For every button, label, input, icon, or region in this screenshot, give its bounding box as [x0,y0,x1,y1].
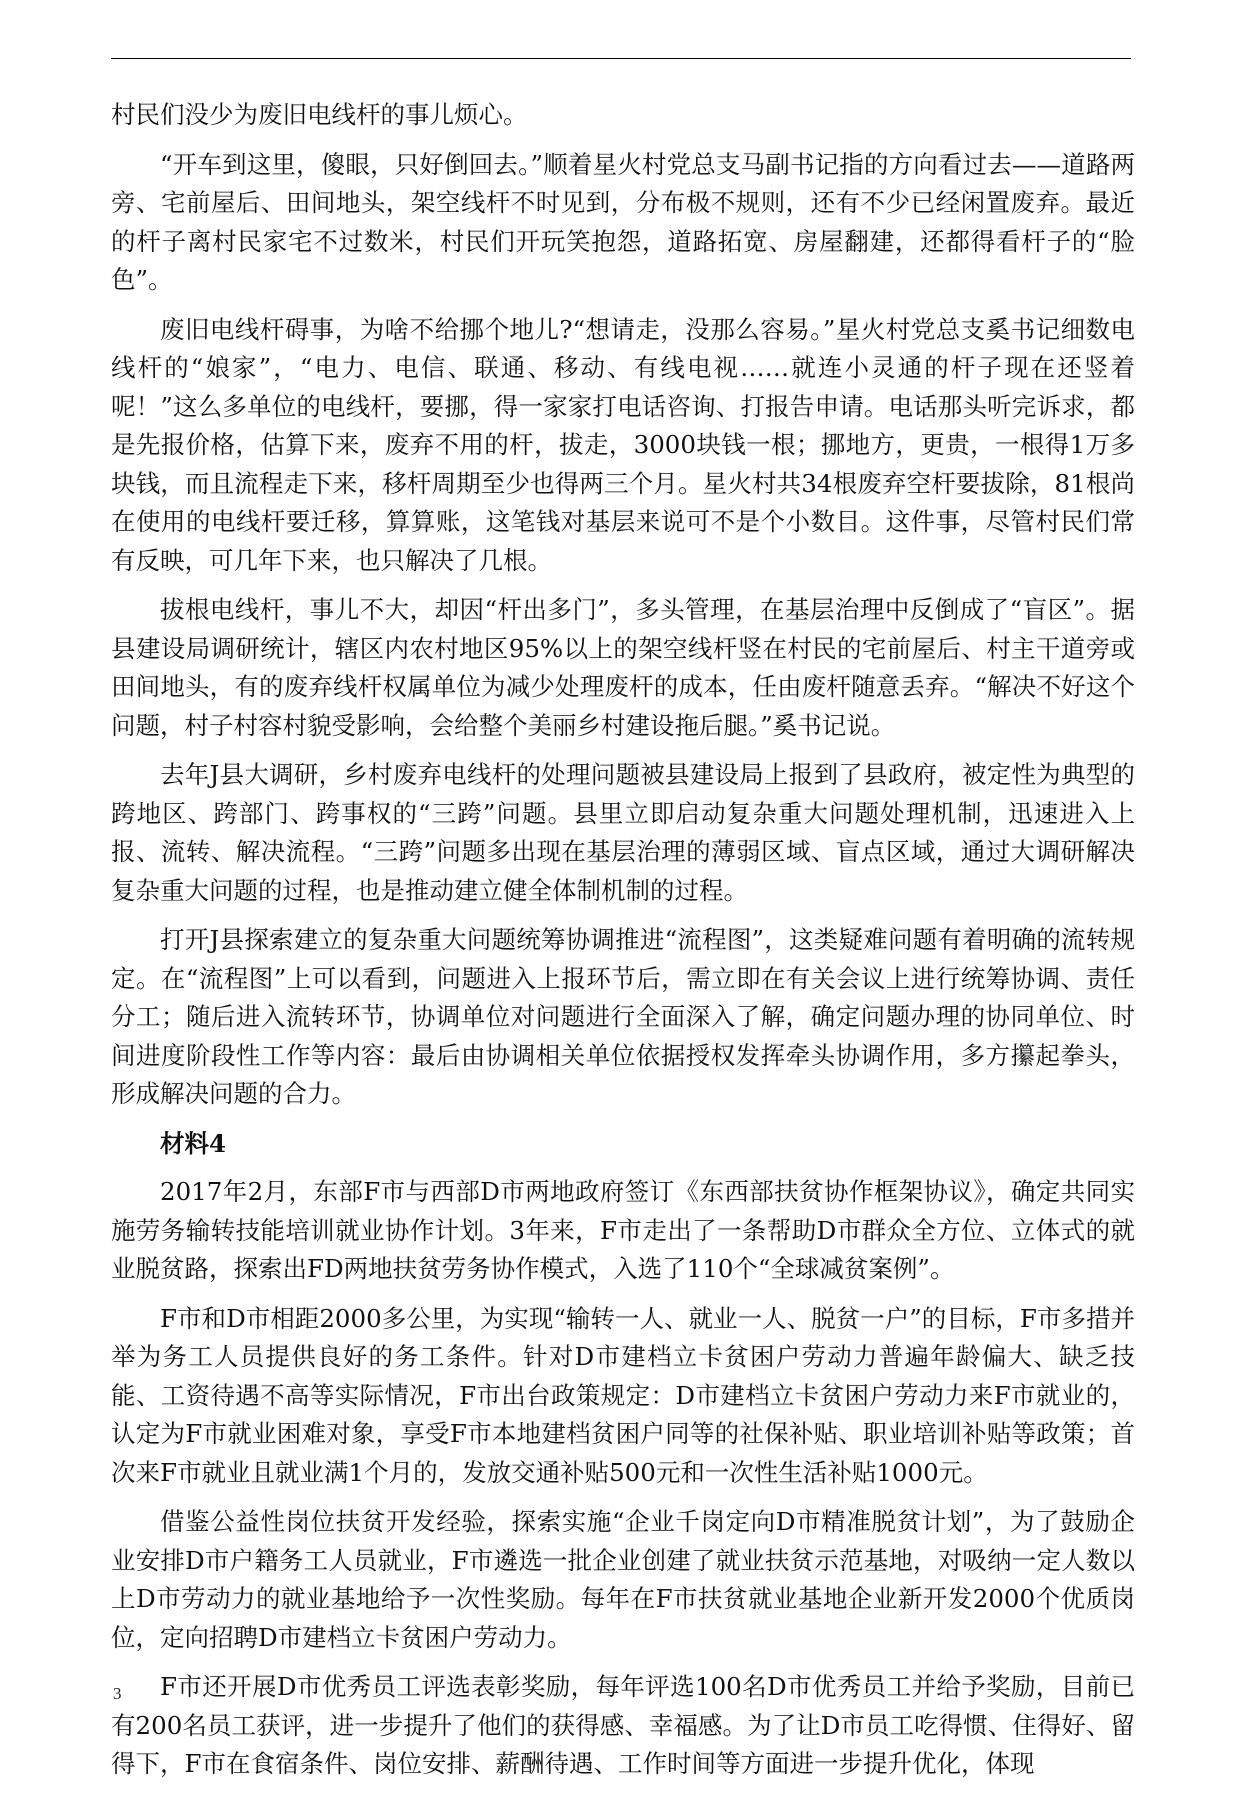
paragraph: 废旧电线杆碍事，为啥不给挪个地儿?“想请走，没那么容易。”星火村党总支奚书记细数电线杆的“娘家”，“电力、电信、联通、移动、有线电视……就连小灵通的杆子现在还竖着呢！”这么多单位的电线杆，要挪，得一家家打电话咨询、打报告申请。电话那头听完诉求，都是先报价格，估算下来，废弃不用的杆，拔走，3000块钱一根；挪地方，更贵，一根得1万多块钱，而且流程走下来，移杆周期至少也得两三个月。星火村共34根废弃空杆要拔除，81根尚在使用的电线杆要迁移，算算账，这笔钱对基层来说可不是个小数目。这件事，尽管村民们常有反映，可几年下来，也只解决了几根。 [111,314,1135,575]
header-rule [111,58,1131,59]
paragraph: 打开J县探索建立的复杂重大问题统筹协调推进“流程图”，这类疑难问题有着明确的流转规定。在“流程图”上可以看到，问题进入上报环节后，需立即在有关会议上进行统筹协调、责任分工；随后进入流转环节，协调单位对问题进行全面深入了解，确定问题办理的协同单位、时间进度阶段性工作等内容：最后由协调相关单位依据授权发挥牵头协调作用，多方攥起拳头，形成解决问题的合力。 [111,925,1135,1108]
paragraph: F市还开展D市优秀员工评选表彰奖励，每年评选100名D市优秀员工并给予奖励，目前已有200名员工获评，进一步提升了他们的获得感、幸福感。为了让D市员工吃得惯、住得好、留得下，F市在食宿条件、岗位安排、薪酬待遇、工作时间等方面进一步提升优化，体现 [111,1672,1135,1778]
section-heading-material-4: 材料4 [160,1128,227,1158]
page-number: 3 [113,1684,122,1703]
paragraph-opening: 村民们没少为废旧电线杆的事儿烦心。 [111,100,528,129]
document-body [111,96,1135,1795]
paragraph: 拔根电线杆，事儿不大，却因“杆出多门”，多头管理，在基层治理中反倒成了“盲区”。据县建设局调研统计，辖区内农村地区95%以上的架空线杆竖在村民的宅前屋后、村主干道旁或田间地头，有的废弃线杆权属单位为减少处理废杆的成本，任由废杆随意丢弃。“解决不好这个问题，村子村容村貌受影响，会给整个美丽乡村建设拖后腿。”奚书记说。 [111,595,1135,740]
paragraph: “开车到这里，傻眼，只好倒回去。”顺着星火村党总支马副书记指的方向看过去——道路两旁、宅前屋后、田间地头，架空线杆不时见到，分布极不规则，还有不少已经闲置废弃。最近的杆子离村民家宅不过数米，村民们开玩笑抱怨，道路拓宽、房屋翻建，还都得看杆子的“脸色”。 [111,149,1135,294]
paragraph: 去年J县大调研，乡村废弃电线杆的处理问题被县建设局上报到了县政府，被定性为典型的跨地区、跨部门、跨事权的“三跨”问题。县里立即启动复杂重大问题处理机制，迅速进入上报、流转、解决流程。“三跨”问题多出现在基层治理的薄弱区域、盲点区域，通过大调研解决复杂重大问题的过程，也是推动建立健全体制机制的过程。 [111,760,1135,905]
paragraph: F市和D市相距2000多公里，为实现“输转一人、就业一人、脱贫一户”的目标，F市多措并举为务工人员提供良好的务工条件。针对D市建档立卡贫困户劳动力普遍年龄偏大、缺乏技能、工资待遇不高等实际情况，F市出台政策规定：D市建档立卡贫困户劳动力来F市就业的，认定为F市就业困难对象，享受F市本地建档贫困户同等的社保补贴、职业培训补贴等政策；首次来F市就业且就业满1个月的，发放交通补贴500元和一次性生活补贴1000元。 [111,1303,1135,1487]
paragraph: 借鉴公益性岗位扶贫开发经验，探索实施“企业千岗定向D市精准脱贫计划”，为了鼓励企业安排D市户籍务工人员就业，F市遴选一批企业创建了就业扶贫示范基地，对吸纳一定人数以上D市劳动力的就业基地给予一次性奖励。每年在F市扶贫就业基地企业新开发2000个优质岗位，定向招聘D市建档立卡贫困户劳动力。 [111,1507,1135,1652]
paragraph: 2017年2月，东部F市与西部D市两地政府签订《东西部扶贫协作框架协议》，确定共同实施劳务输转技能培训就业协作计划。3年来，F市走出了一条帮助D市群众全方位、立体式的就业脱贫路，探索出FD两地扶贫劳务协作模式，入选了110个“全球减贫案例”。 [111,1177,1135,1283]
